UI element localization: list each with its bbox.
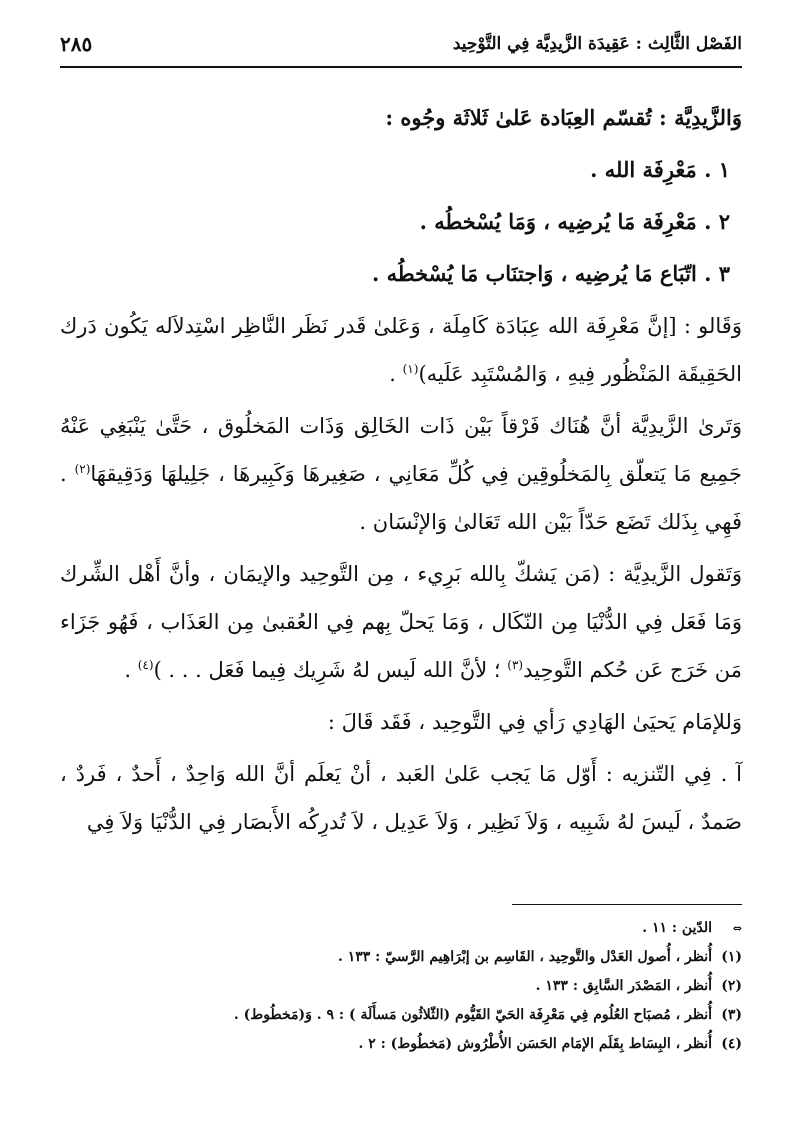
footnote-ref-2: (٢) — [74, 462, 91, 476]
double-arrow-icon: ⇔ — [732, 922, 742, 935]
paragraph-3-end: . — [124, 658, 138, 682]
footnote-continuation-text: الدّين : ١١ . — [642, 920, 712, 936]
paragraph-2-end: . فَهِي بِذَلك تَضَع حَدّاً بَيْن الله تَعَالىٰ وَالإنْسَان . — [60, 462, 742, 534]
footnote-item-1 — [60, 943, 742, 972]
footnote-ref-3: (٣) — [507, 658, 524, 672]
page-header — [60, 26, 742, 68]
footnote-ref-1: (١) — [402, 362, 419, 376]
list-item-1: ١ . مَعْرِفَة الله . — [590, 157, 730, 182]
footnote-number: (٤) — [721, 1036, 742, 1052]
intro-line: وَالزَّيدِيَّة : تُقسّم العِبَادة عَلىٰ ثَلاثَة وجُوه : — [385, 105, 742, 130]
footnote-rule — [512, 904, 742, 905]
footnote-continuation — [60, 914, 742, 943]
running-title: الفَصْل الثَّالِث : عَقِيدَة الزَّيدِيَّة فِي التَّوْحِيد — [452, 34, 742, 54]
footnote-item-3 — [60, 1001, 742, 1030]
footnote-number: (١) — [721, 949, 742, 965]
header-rule — [60, 66, 742, 68]
footnote-item-4 — [60, 1030, 742, 1059]
list-item-3: ٣ . اتّبَاع مَا يُرضِيه ، وَاجتنَاب مَا يُسْخطُه . — [372, 261, 730, 286]
paragraph-2 — [60, 402, 742, 546]
footnote-number: (٢) — [721, 978, 742, 994]
paragraph-1-text: وَقَالو : [إنَّ مَعْرِفَة الله عِبَادَة كَامِلَة ، وَعَلىٰ قَدر نَظَر النَّاظِر اسْتِدلاَله يَكُون دَرك الحَقِيقَة المَنْظُور فِيهِ ، وَالمُسْتَبِد عَلَيه) — [60, 314, 742, 386]
page-number: ٢٨٥ — [60, 32, 93, 56]
footnote-text: أُنظر ، البِسَاط بِقَلَم الإمَام الحَسَن الأُطْرُوش (مَخطُوط) : ٢ . — [358, 1036, 712, 1052]
page-body — [60, 94, 742, 850]
footnote-ref-4: (٤) — [137, 658, 154, 672]
paragraph-1 — [60, 302, 742, 398]
paragraph-3-text: وَتَقول الزَّيدِيَّة : (مَن يَشكّ بِالله بَرِيء ، مِن التَّوحِيد والإيمَان ، وأنَّ أَهْل الشِّرك وَمَا فَعَل فِي الدُّنْيَا مِن النّكَال ، وَمَا يَحلّ بِهم فِي العُقبىٰ مِن العَذَاب ، فَهُو جَزَاء مَن خَرَج عَن حُكم التَّوحِيد — [60, 562, 742, 682]
list-item-2: ٢ . مَعْرِفَة مَا يُرضِيه ، وَمَا يُسْخطُه . — [419, 209, 730, 234]
paragraph-5: آ . فِي التّنزيه : أَوّل مَا يَجب عَلىٰ العَبد ، أنْ يَعلَم أنَّ الله وَاحِدٌ ، أَحدٌ ، فَردٌ ، صَمدٌ ، لَيسَ لهُ شَبِيه ، وَلاَ نَظِير ، وَلاَ عَدِيل ، لاَ تُدرِكُه الأَبصَار فِي الدُّنْيَا وَلاَ فِي — [60, 762, 742, 834]
footnote-text: أُنظر ، أُصول العَدْل والتَّوحِيد ، القَاسِم بن إبْرَاهِيم الرَّسيّ : ١٣٣ . — [337, 949, 712, 965]
footnote-number: (٣) — [721, 1007, 742, 1023]
footnote-text: أُنظر ، مُصبَاح العُلُوم فِي مَعْرِفَة الحَيّ القَيُّوم (الثّلاثُون مَسأَلَة ) : ٩ . وَ(مَخطُوط) . — [233, 1007, 712, 1023]
paragraph-3-mid: ؛ لأنَّ الله لَيس لهُ شَرِيك فِيما فَعَل . . . ) — [153, 658, 508, 682]
paragraph-2-text: وَتَرىٰ الزَّيدِيَّة أنَّ هُنَاك فَرْقاً بَيْن ذَات الخَالِق وَذَات المَخلُوق ، حَتَّىٰ يَنْبَغِي عَنْهُ جَمِيع مَا يَتعلّق بِالمَخلُوقِين فِي كُلِّ مَعَانِي ، صَغِيرهَا وَكَبِيرهَا ، جَلِيلهَا وَدَقِيقهَا — [60, 414, 742, 486]
paragraph-1-end: . — [389, 362, 403, 386]
footnote-list — [60, 914, 742, 1059]
footnote-text: أُنظر ، المَصْدَر السَّابِق : ١٣٣ . — [535, 978, 712, 994]
paragraph-3 — [60, 550, 742, 694]
footnote-item-2 — [60, 972, 742, 1001]
paragraph-4: وَللإمَام يَحيَىٰ الهَادِي رَأي فِي التَّوحِيد ، فَقَد قَالَ : — [327, 710, 742, 734]
